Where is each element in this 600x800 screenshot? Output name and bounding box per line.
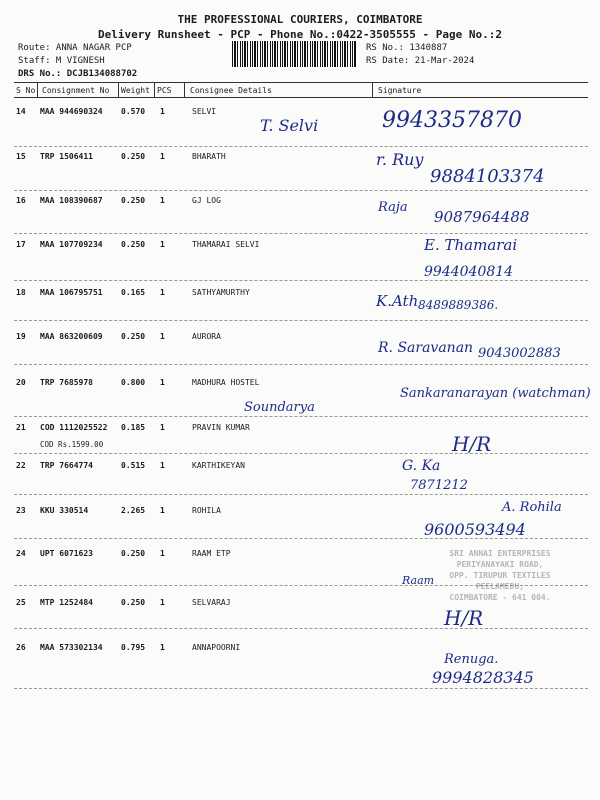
stamp-line: PEELAMEDU, xyxy=(475,582,525,591)
row-separator xyxy=(14,416,588,417)
row-consignment: MAA 108390687 xyxy=(40,196,103,205)
row-pcs: 1 xyxy=(160,643,165,652)
row-consignee: GJ LOG xyxy=(192,196,221,205)
row-sno: 16 xyxy=(16,196,26,205)
handwritten-phone: 9944040814 xyxy=(424,264,514,280)
row-separator xyxy=(14,280,588,281)
row-separator xyxy=(14,320,588,321)
handwritten-signature: A. Rohila xyxy=(502,500,562,515)
handwritten-phone: 9087964488 xyxy=(434,208,530,226)
row-sno: 24 xyxy=(16,549,26,558)
row-weight: 2.265 xyxy=(121,506,146,515)
row-weight: 0.515 xyxy=(121,461,146,470)
row-pcs: 1 xyxy=(160,506,165,515)
row-weight: 0.570 xyxy=(121,107,146,116)
handwritten-phone: 9600593494 xyxy=(424,520,526,539)
stamp-line: OPP. TIRUPUR TEXTILES xyxy=(449,571,551,580)
header-bottom-rule xyxy=(14,97,588,98)
row-sno: 25 xyxy=(16,598,26,607)
row-consignee: SELVI xyxy=(192,107,217,116)
col-divider xyxy=(37,82,38,97)
handwritten-signature: G. Ka xyxy=(402,458,441,474)
row-sno: 20 xyxy=(16,378,26,387)
row-consignee: ANNAPOORNI xyxy=(192,643,241,652)
row-consignee: AURORA xyxy=(192,332,221,341)
rs-date: RS Date: 21-Mar-2024 xyxy=(366,56,475,66)
document-title: THE PROFESSIONAL COURIERS, COIMBATORE xyxy=(177,13,423,26)
handwritten-signature: T. Selvi xyxy=(260,116,319,135)
handwritten-signature: H/R xyxy=(452,432,492,456)
row-consignment: MAA 106795751 xyxy=(40,288,103,297)
col-divider xyxy=(184,82,185,97)
handwritten-signature: H/R xyxy=(444,606,484,630)
row-weight: 0.800 xyxy=(121,378,146,387)
row-consignment: UPT 6071623 xyxy=(40,549,93,558)
row-consignee: ROHILA xyxy=(192,506,221,515)
row-sno: 21 xyxy=(16,423,26,432)
staff-label: Staff: M VIGNESH xyxy=(18,56,105,66)
handwritten-phone: 8489889386. xyxy=(418,298,499,312)
row-pcs: 1 xyxy=(160,332,165,341)
row-separator xyxy=(14,494,588,495)
row-weight: 0.795 xyxy=(121,643,146,652)
row-consignee: SELVARAJ xyxy=(192,598,231,607)
row-consignment: COD 1112025522 xyxy=(40,423,108,432)
row-consignee: SATHYAMURTHY xyxy=(192,288,250,297)
row-consignment: TRP 7685978 xyxy=(40,378,93,387)
row-separator xyxy=(14,453,588,454)
handwritten-phone: 9884103374 xyxy=(430,166,545,187)
handwritten-signature: Renuga. xyxy=(444,652,499,667)
row-consignment: MAA 944690324 xyxy=(40,107,103,116)
row-separator xyxy=(14,688,588,689)
document-subtitle: Delivery Runsheet - PCP - Phone No.:0422-3505555 - Page No.:2 xyxy=(98,28,502,41)
col-header-weight: Weight xyxy=(121,86,150,95)
handwritten-signature: Raam xyxy=(402,574,435,587)
row-separator xyxy=(14,364,588,365)
row-consignment: KKU 330514 xyxy=(40,506,89,515)
row-consignment: MAA 573302134 xyxy=(40,643,103,652)
row-sno: 15 xyxy=(16,152,26,161)
row-pcs: 1 xyxy=(160,152,165,161)
header-top-rule xyxy=(14,82,588,83)
handwritten-name: Sankaranarayan (watchman) xyxy=(400,386,591,401)
handwritten-signature: r. Ruy xyxy=(376,150,424,169)
row-consignee: KARTHIKEYAN xyxy=(192,461,245,470)
row-pcs: 1 xyxy=(160,196,165,205)
row-consignment: TRP 1506411 xyxy=(40,152,93,161)
row-sno: 19 xyxy=(16,332,26,341)
row-pcs: 1 xyxy=(160,461,165,470)
row-weight: 0.165 xyxy=(121,288,146,297)
col-header-consignment: Consignment No xyxy=(42,86,110,95)
row-consignment: MAA 863200609 xyxy=(40,332,103,341)
row-pcs: 1 xyxy=(160,598,165,607)
row-pcs: 1 xyxy=(160,107,165,116)
col-header-consignee: Consignee Details xyxy=(190,86,272,95)
stamp-line: COIMBATORE - 641 004. xyxy=(449,593,551,602)
row-sno: 14 xyxy=(16,107,26,116)
handwritten-signature: K.Ath xyxy=(376,292,419,310)
col-divider xyxy=(118,82,119,97)
row-sno: 17 xyxy=(16,240,26,249)
row-sno: 23 xyxy=(16,506,26,515)
row-consignee: THAMARAI SELVI xyxy=(192,240,260,249)
handwritten-signature: R. Saravanan xyxy=(378,340,474,356)
stamp-line: SRI ANNAI ENTERPRISES xyxy=(449,549,551,558)
col-divider xyxy=(154,82,155,97)
row-sno: 22 xyxy=(16,461,26,470)
row-consignment: TRP 7664774 xyxy=(40,461,93,470)
barcode xyxy=(232,41,356,67)
row-separator xyxy=(14,146,588,147)
row-weight: 0.250 xyxy=(121,152,146,161)
row-consignment: MTP 1252484 xyxy=(40,598,93,607)
col-divider xyxy=(372,82,373,97)
row-pcs: 1 xyxy=(160,288,165,297)
handwritten-phone: 9943357870 xyxy=(382,108,522,133)
rs-number: RS No.: 1340887 xyxy=(366,43,448,53)
row-pcs: 1 xyxy=(160,549,165,558)
row-weight: 0.250 xyxy=(121,598,146,607)
row-weight: 0.250 xyxy=(121,332,146,341)
cod-amount: COD Rs.1599.00 xyxy=(40,440,104,449)
row-weight: 0.250 xyxy=(121,196,146,205)
row-pcs: 1 xyxy=(160,378,165,387)
row-separator xyxy=(14,628,588,629)
handwritten-phone: 9994828345 xyxy=(432,668,534,687)
row-pcs: 1 xyxy=(160,240,165,249)
route-label: Route: ANNA NAGAR PCP xyxy=(18,43,132,53)
handwritten-phone: 9043002883 xyxy=(478,346,561,361)
rubber-stamp xyxy=(420,548,580,608)
handwritten-phone: 7871212 xyxy=(410,478,468,493)
row-weight: 0.185 xyxy=(121,423,146,432)
row-separator xyxy=(14,190,588,191)
col-header-pcs: PCS xyxy=(157,86,172,95)
handwritten-signature: Soundarya xyxy=(244,400,315,415)
row-sno: 18 xyxy=(16,288,26,297)
handwritten-signature: E. Thamarai xyxy=(424,236,518,254)
row-separator xyxy=(14,538,588,539)
row-consignee: BHARATH xyxy=(192,152,226,161)
stamp-line: PERIYANAYAKI ROAD, xyxy=(456,560,544,569)
drs-number: DRS No.: DCJB134088702 xyxy=(18,69,138,79)
row-sno: 26 xyxy=(16,643,26,652)
handwritten-signature: Raja xyxy=(378,200,408,215)
row-consignee: RAAM ETP xyxy=(192,549,231,558)
row-consignment: MAA 107709234 xyxy=(40,240,103,249)
row-weight: 0.250 xyxy=(121,240,146,249)
row-separator xyxy=(14,233,588,234)
row-weight: 0.250 xyxy=(121,549,146,558)
col-header-sno: S No xyxy=(16,86,36,95)
col-header-signature: Signature xyxy=(378,86,422,95)
row-consignee: PRAVIN KUMAR xyxy=(192,423,250,432)
row-pcs: 1 xyxy=(160,423,165,432)
row-consignee: MADHURA HOSTEL xyxy=(192,378,260,387)
